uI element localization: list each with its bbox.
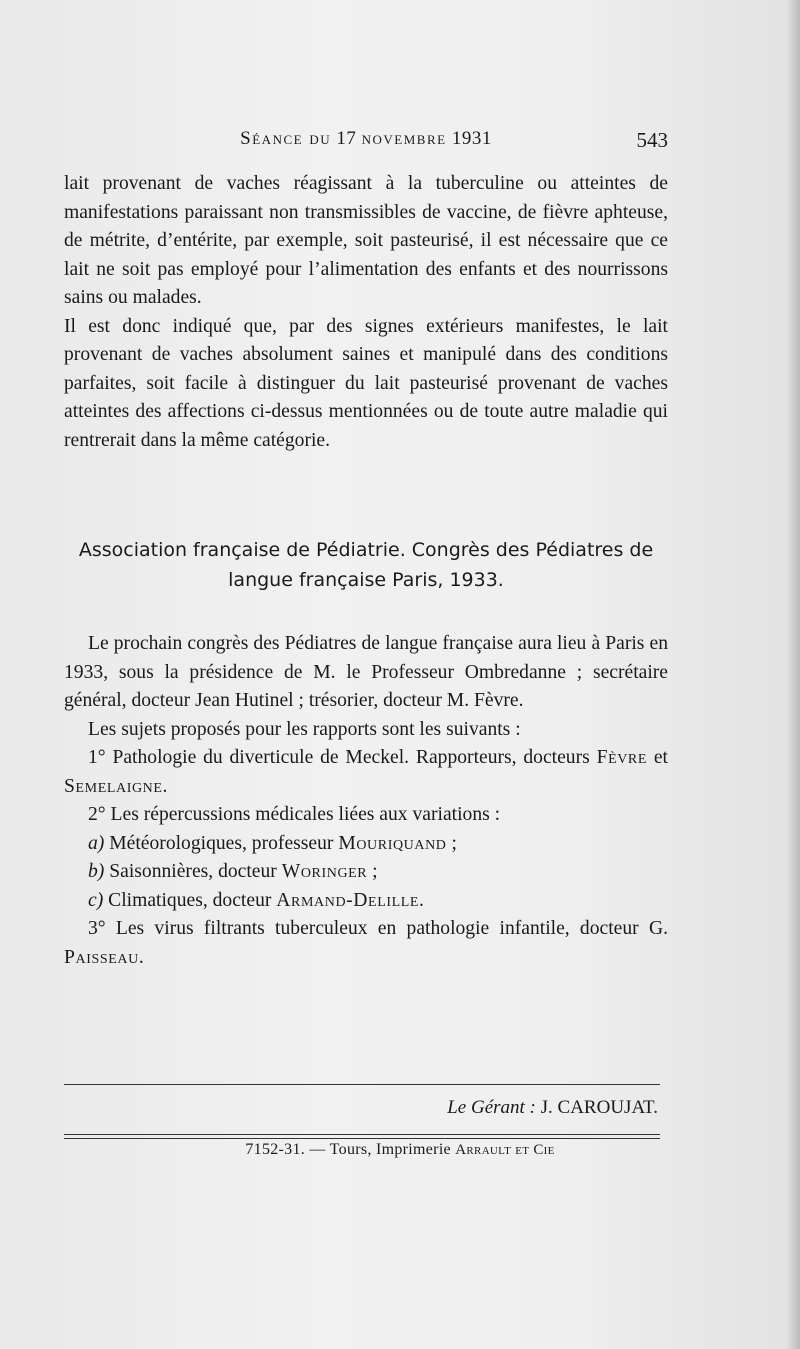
subject-item-2: 2° Les répercussions médicales liées aux variations : [88,804,501,825]
printer-pre: 7152-31. — Tours, Imprimerie [245,1141,451,1158]
subjects-intro: Les sujets proposés pour les rapports sont les suivants : [88,718,521,740]
subject-item-2b-end: ; [372,861,378,882]
subject-item-2c-name: Armand-Delille. [276,889,425,911]
divider-top [64,1084,660,1085]
subject-item-1-and: et [653,747,668,768]
paragraph-congress [64,630,668,972]
subject-item-2a-text: Météorologiques, professeur [109,832,334,854]
subject-item-1-text: 1° Pathologie du diverticule de Meckel. Rapporteurs, docteurs [88,747,590,768]
section-heading-line1: Association française de Pédiatrie. Congrès des Pédiatres de [78,539,654,561]
running-title-pre: Séance du [240,128,332,149]
subject-item-3 [64,915,668,972]
subject-item-3-text: 3° Les virus filtrants tuberculeux en pathologie infantile, docteur G. [88,918,668,939]
divider-bottom-second [64,1138,660,1139]
gerant-signature [447,1097,658,1119]
subject-item-1-name-a: Fèvre [596,747,648,768]
subject-item-2c-text: Climatiques, docteur [108,889,272,911]
gerant-name: J. CAROUJAT. [540,1097,658,1118]
congress-intro: Le prochain congrès des Pédiatres de langue française aura lieu à Paris en 1933, sous la présidence de M. le Professeur Ombredanne ; secrétaire général, docteur Jean Hutinel ; trésorier, docteur M. Fèvre. [64,633,668,711]
subject-item-2c-label: c) [88,889,104,911]
running-title-month: novembre [361,128,447,149]
subject-item-2b [64,858,668,887]
paragraph-milk [64,170,668,455]
subject-item-2a [64,830,668,859]
printer-imprint [0,1141,800,1159]
subject-item-2a-label: a) [88,832,105,854]
running-title-day: 17 [336,128,357,149]
subject-item-1-name-b: Semelaigne. [64,775,169,797]
paragraph-milk-part1: lait provenant de vaches réagissant à la tuberculine ou atteintes de manifestations paraissant non transmissibles de vaccine, de fièvre aphteuse, de métrite, d’entérite, par exemple, soit pasteurisé, il est nécessaire que ce lait ne soit pas employé pour l’alimentation des enfants et des nourrissons sains ou malades. [64,173,668,308]
subject-item-3-name: Paisseau. [64,946,145,968]
gerant-label: Le Gérant : [447,1097,536,1118]
page-header [64,128,668,156]
running-title [64,128,668,150]
page-number: 543 [636,128,668,152]
subject-item-2a-name: Mouriquand [338,832,447,854]
subject-item-2c [64,887,668,916]
divider-bottom [64,1134,660,1135]
section-heading-line2: langue française Paris, 1933. [228,569,504,591]
subject-item-1 [64,744,668,801]
running-title-year: 1931 [451,128,492,149]
printer-name: Arrault et Cie [455,1142,555,1158]
subject-item-2a-end: ; [451,832,457,854]
subject-item-2b-label: b) [88,861,105,882]
paragraph-milk-part2: Il est donc indiqué que, par des signes extérieurs manifestes, le lait provenant de vaches absolument saines et manipulé dans des conditions parfaites, soit facile à distinguer du lait pasteurisé provenant de vaches atteintes des affections ci-dessus mentionnées ou de toute autre maladie qui rentrerait dans la même catégorie. [64,315,668,451]
subject-item-2b-text: Saisonnières, docteur [109,861,277,882]
section-heading [64,535,668,595]
subject-item-2b-name: Woringer [281,861,368,882]
